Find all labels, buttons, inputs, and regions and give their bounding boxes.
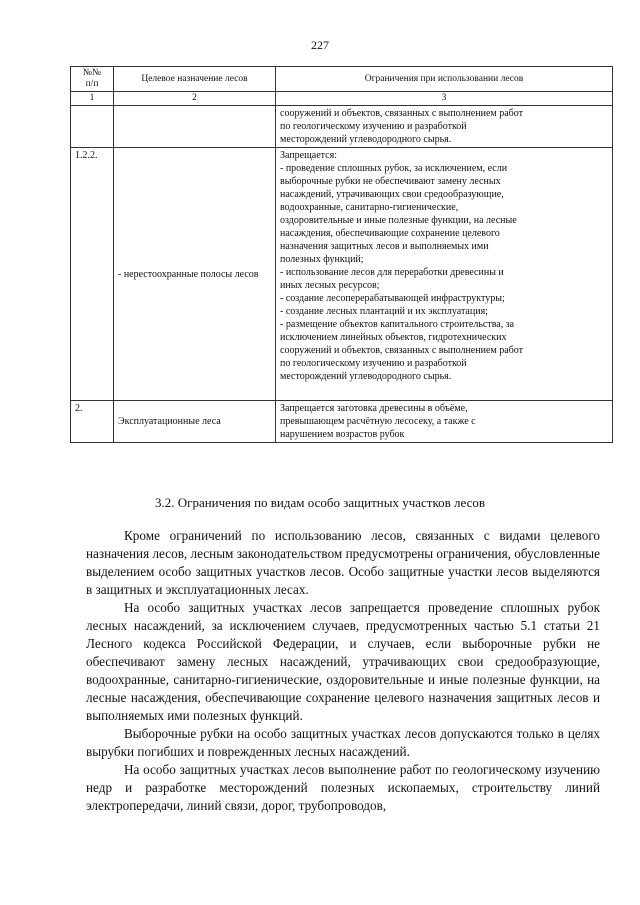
table-row — [71, 148, 613, 401]
table-row — [71, 401, 613, 443]
restriction-line: полезных функций; — [280, 254, 364, 265]
restriction-line: Запрещается заготовка древесины в объёме, — [280, 403, 468, 414]
restriction-line: насаждений, утрачивающих свои средообразующие, — [280, 189, 504, 200]
row-number: 1.2.2. — [71, 148, 114, 401]
row-restrictions — [276, 148, 613, 401]
paragraph: На особо защитных участках лесов запрещается проведение сплошных рубок лесных насаждений, за исключением случаев, предусмотренных частью 5.1 статьи 21 Лесного кодекса Российской Федерации, и случаев, если выборочные рубки не обеспечивают замену лесных насаждений, утрачивающих свои средообразующие, водоохранные, санитарно-гигиенические, оздоровительные и иные полезные функции, на лесные насаждения, обеспечивающие сохранение целевого назначения защитных лесов и выполняемых ими полезных функций. — [86, 600, 600, 723]
restriction-line: месторождений углеводородного сырья. — [280, 134, 452, 145]
restriction-line: исключением линейных объектов, гидротехнических — [280, 332, 507, 343]
restriction-line: насаждения, обеспечивающие сохранение целевого — [280, 228, 500, 239]
row-purpose: Эксплуатационные леса — [114, 401, 276, 443]
restriction-line: - проведение сплошных рубок, за исключением, если — [280, 163, 508, 174]
restriction-line: назначения защитных лесов и выполняемых ими — [280, 241, 489, 252]
header-purpose: Целевое назначение лесов — [114, 67, 276, 92]
table-row — [71, 106, 613, 148]
header-number: №№ п/п — [71, 67, 114, 92]
paragraph: Выборочные рубки на особо защитных участках лесов допускаются только в целях вырубки погибших и поврежденных лесных насаждений. — [86, 726, 600, 759]
row-restrictions — [276, 106, 613, 148]
restriction-line: по геологическому изучению и разработкой — [280, 358, 467, 369]
restriction-line: - использование лесов для переработки древесины и — [280, 267, 504, 278]
section-heading: 3.2. Ограничения по видам особо защитных участков лесов — [154, 495, 485, 510]
restriction-line: водоохранные, санитарно-гигиенические, — [280, 202, 459, 213]
column-number: 2 — [114, 92, 276, 106]
restriction-line: месторождений углеводородного сырья. — [280, 371, 452, 382]
row-restrictions — [276, 401, 613, 443]
restriction-line: сооружений и объектов, связанных с выполнением работ — [280, 345, 523, 356]
restriction-line: выборочные рубки не обеспечивают замену лесных — [280, 176, 501, 187]
restriction-line: Запрещается: — [280, 150, 337, 161]
row-number — [71, 106, 114, 148]
restriction-line: нарушением возрастов рубок — [280, 429, 405, 440]
restriction-line: - создание лесных плантаций и их эксплуатация; — [280, 306, 488, 317]
restriction-line: по геологическому изучению и разработкой — [280, 121, 467, 132]
column-number: 3 — [276, 92, 613, 106]
restriction-line: - размещение объектов капитального строительства, за — [280, 319, 515, 330]
restrictions-table — [70, 66, 613, 443]
page-number: 227 — [311, 38, 329, 52]
paragraph: На особо защитных участках лесов выполнение работ по геологическому изучению недр и разработке месторождений полезных ископаемых, строительству линий электропередачи, линий связи, дорог, трубопроводов, — [86, 762, 600, 813]
table-header-row — [71, 67, 613, 92]
table-column-numbers-row — [71, 92, 613, 106]
restriction-line: сооружений и объектов, связанных с выполнением работ — [280, 108, 523, 119]
column-number: 1 — [71, 92, 114, 106]
row-purpose — [114, 106, 276, 148]
body-text — [86, 527, 600, 815]
restriction-line: - создание лесоперерабатывающей инфраструктуры; — [280, 293, 505, 304]
header-restrictions: Ограничения при использовании лесов — [276, 67, 613, 92]
restriction-line: оздоровительные и иные полезные функции, на лесные — [280, 215, 517, 226]
restriction-line: превышающем расчётную лесосеку, а также с — [280, 416, 476, 427]
row-purpose: - нерестоохранные полосы лесов — [114, 148, 276, 401]
paragraph: Кроме ограничений по использованию лесов, связанных с видами целевого назначения лесов, лесным законодательством предусмотрены ограничения, обусловленные выделением особо защитных участков лесов. Особо защитные участки лесов выделяются в защитных и эксплуатационных лесах. — [86, 528, 600, 597]
row-number: 2. — [71, 401, 114, 443]
restriction-line: иных лесных ресурсов; — [280, 280, 380, 291]
